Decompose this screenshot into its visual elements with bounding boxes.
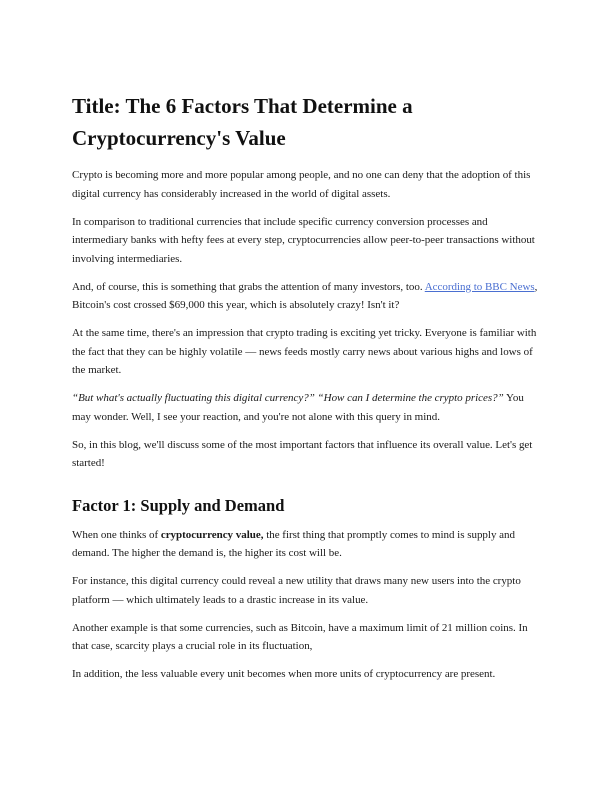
bold-term: cryptocurrency value, xyxy=(160,528,264,541)
factor-1-paragraph-2: For instance, this digital currency could reveal a new utility that draws many new users into the crypto platform — which ultimately leads to a drastic increase in its value. xyxy=(72,575,521,606)
paragraph-text: When one thinks of xyxy=(72,528,161,541)
intro-paragraph-4: At the same time, there's an impression that crypto trading is exciting yet tricky. Everyone is familiar with the fact that they can be highly volatile — news feeds mostly carry news about various highs and lows of the market. xyxy=(72,327,537,376)
intro-paragraph-6: So, in this blog, we'll discuss some of the most important factors that influence its overall value. Let's get started! xyxy=(72,438,533,469)
factor-1-paragraph-4: In addition, the less valuable every unit becomes when more units of cryptocurrency are present. xyxy=(72,668,496,680)
paragraph-text: the first thing that promptly comes to mind is supply and demand. The higher the demand is, the higher its cost will be. xyxy=(72,528,515,559)
intro-paragraph-3 xyxy=(72,278,542,315)
bbc-news-link[interactable]: According to BBC News xyxy=(424,280,535,293)
paragraph-text: You may wonder. Well, I see your reaction, and you're not alone with this query in mind. xyxy=(72,392,524,423)
document-title: Title: The 6 Factors That Determine a Cryptocurrency's Value xyxy=(72,94,413,150)
paragraph-text: , Bitcoin's cost crossed $69,000 this year, which is absolutely crazy! Isn't it? xyxy=(72,280,538,311)
factor-1-paragraph-1 xyxy=(72,526,542,563)
paragraph-text: And, of course, this is something that grabs the attention of many investors, too. xyxy=(72,280,425,293)
italic-questions: “But what's actually fluctuating this digital currency?” “How can I determine the crypto prices?” xyxy=(72,392,504,404)
document-page xyxy=(72,90,542,693)
factor-1-paragraph-3: Another example is that some currencies, such as Bitcoin, have a maximum limit of 21 million coins. In that case, scarcity plays a crucial role in its fluctuation, xyxy=(72,621,528,652)
intro-paragraph-2: In comparison to traditional currencies that include specific currency conversion processes and intermediary banks with hefty fees at every step, cryptocurrencies allow peer-to-peer transactions without involving intermediaries. xyxy=(72,215,535,265)
intro-paragraph-1: Crypto is becoming more and more popular among people, and no one can deny that the adoption of this digital currency has considerably increased in the world of digital assets. xyxy=(72,169,531,200)
intro-paragraph-5 xyxy=(72,389,542,426)
section-heading-factor-1: Factor 1: Supply and Demand xyxy=(72,495,285,515)
